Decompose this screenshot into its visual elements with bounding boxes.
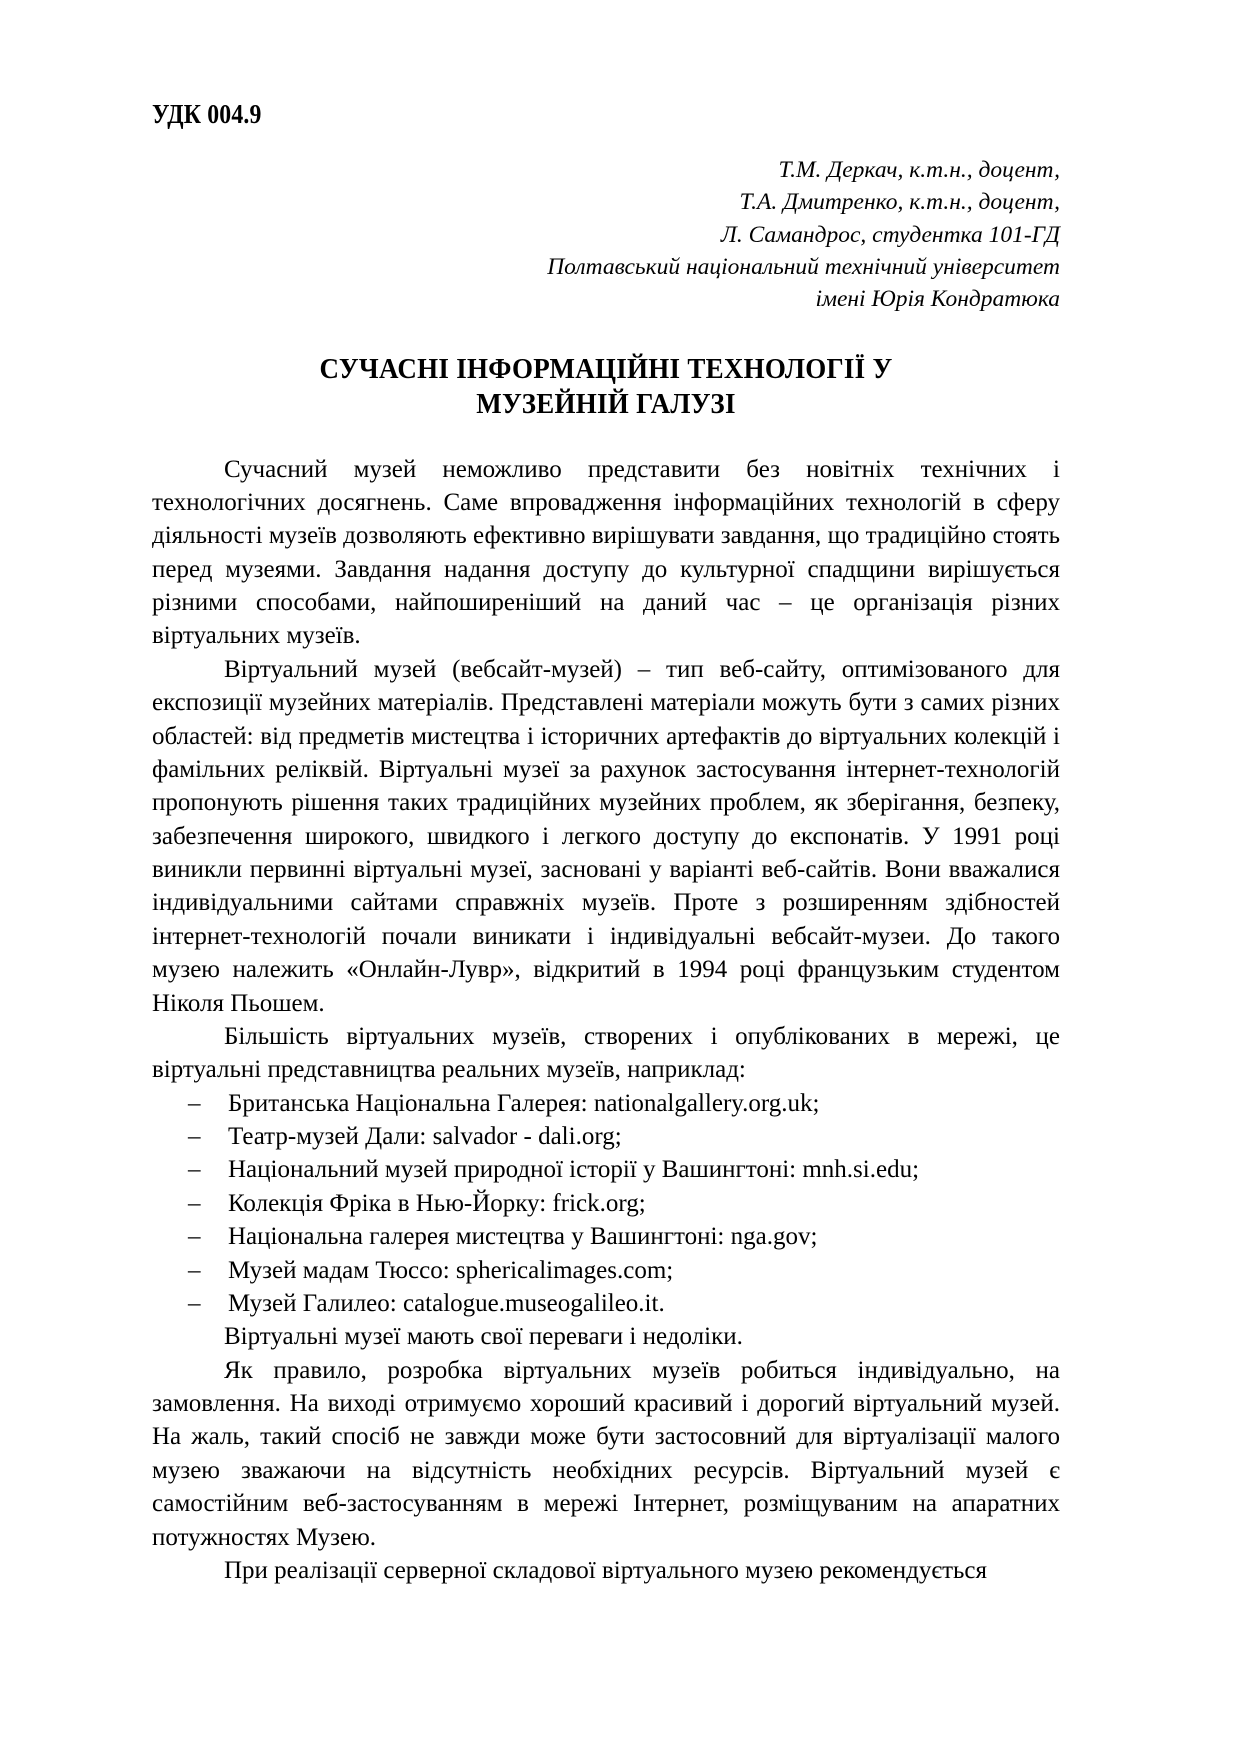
list-dash-icon: –	[188, 1256, 201, 1284]
list-dash-icon: –	[188, 1223, 201, 1251]
list-item	[152, 1187, 1060, 1220]
list-item	[152, 1087, 1060, 1120]
affiliation-line-2: імені Юрія Кондратюка	[815, 286, 1060, 313]
list-item-label: Британська Національна Галерея: nationalgallery.org.uk;	[228, 1089, 820, 1117]
list-item-label: Музей Галилео: catalogue.museogalileo.it.	[228, 1289, 665, 1317]
paragraph-virtual-museum-definition: Віртуальний музей (вебсайт-музей) – тип веб-сайту, оптимізованого для експозиції музейних матеріалів. Представлені матеріали можуть бути з самих різних областей: від предметів мистецтва і історичних артефактів до віртуальних колекцій і фамільних реліквій. Віртуальні музеї за рахунок застосування інтернет-технологій пропонують рішення таких традиційних музейних проблем, як зберігання, безпеку, забезпечення широкого, швидкого і легкого доступу до експонатів. У 1991 році виникли первинні віртуальні музеї, засновані у варіанті веб-сайтів. Вони вважалися індивідуальними сайтами справжніх музеїв. Проте з розширенням здібностей інтернет-технологій почали виникати і індивідуальні вебсайт-музеи. До такого музею належить «Онлайн-Лувр», відкритий в 1994 році французьким студентом Ніколя Пьошем.	[152, 655, 1060, 1017]
paragraph-server-side: При реалізації серверної складової віртуального музею рекомендується	[224, 1556, 988, 1584]
list-dash-icon: –	[188, 1089, 201, 1117]
list-item-label: Колекція Фріка в Нью-Йорку: frick.org;	[228, 1189, 646, 1217]
paragraph-intro: Сучасний музей неможливо представити без новітніх технічних і технологічних досягнень. Саме впровадження інформаційних технологій в сферу діяльності музеїв дозволяють ефективно вирішувати завдання, що традиційно стоять перед музеями. Завдання надання доступу до культурної спадщини вирішується різними способами, найпоширеніший на даний час – це організація різних віртуальних музеїв.	[152, 455, 1060, 650]
author-line-3: Л. Самандрос, студентка 101-ГД	[720, 221, 1060, 248]
page-title	[152, 352, 1060, 423]
author-line-1: Т.М. Деркач, к.т.н., доцент,	[778, 156, 1060, 183]
udc-code: УДК 004.9	[152, 99, 262, 129]
author-line-2: Т.А. Дмитренко, к.т.н., доцент,	[739, 189, 1060, 216]
paragraph-development: Як правило, розробка віртуальних музеїв робиться індивідуально, на замовлення. На виході отримуємо хороший красивий і дорогий віртуальний музей. На жаль, такий спосіб не завжди може бути застосовний для віртуалізації малого музею зважаючи на відсутність необхідних ресурсів. Віртуальний музей є самостійним веб-застосуванням в мережі Інтернет, розміщуваним на апаратних потужностях Музею.	[152, 1356, 1060, 1551]
list-item	[152, 1287, 1060, 1320]
list-dash-icon: –	[188, 1189, 201, 1217]
list-dash-icon: –	[188, 1289, 201, 1317]
list-item	[152, 1220, 1060, 1253]
title-line-2: МУЗЕЙНІЙ ГАЛУЗІ	[476, 388, 736, 421]
title-line-1: СУЧАСНІ ІНФОРМАЦІЙНІ ТЕХНОЛОГІЇ У	[319, 352, 893, 385]
list-dash-icon: –	[188, 1156, 201, 1184]
list-item	[152, 1120, 1060, 1153]
affiliation-line-1: Полтавський національний технічний університет	[547, 253, 1060, 280]
museum-website-list	[152, 1087, 1060, 1321]
article-body	[152, 453, 1060, 1588]
list-item-label: Музей мадам Тюссо: sphericalimages.com;	[228, 1256, 674, 1284]
list-item	[152, 1153, 1060, 1186]
list-item	[152, 1254, 1060, 1287]
paragraph-list-lead-in: Більшість віртуальних музеїв, створених і опублікованих в мережі, це віртуальні представництва реальних музеїв, наприклад:	[152, 1022, 1060, 1084]
paragraph-pros-cons: Віртуальні музеї мають свої переваги і недоліки.	[224, 1323, 743, 1351]
author-block	[152, 154, 1060, 316]
list-item-label: Національний музей природної історії у Вашингтоні: mnh.si.edu;	[228, 1156, 920, 1184]
page-content	[152, 100, 1060, 1587]
list-item-label: Національна галерея мистецтва у Вашингтоні: nga.gov;	[228, 1223, 818, 1251]
list-item-label: Театр-музей Дали: salvador - dali.org;	[228, 1123, 622, 1151]
list-dash-icon: –	[188, 1123, 201, 1151]
